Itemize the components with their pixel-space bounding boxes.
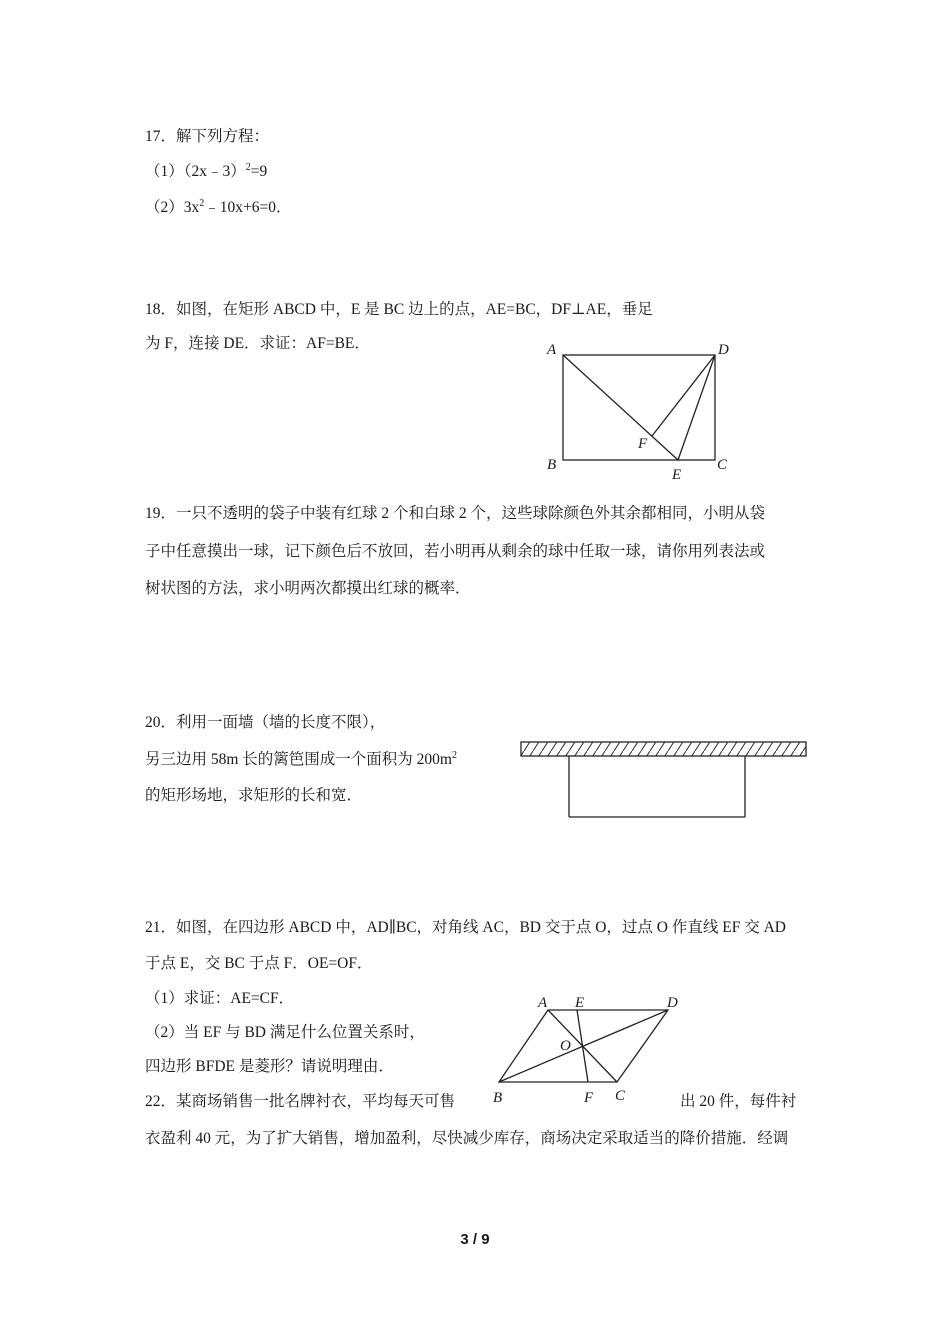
label-e: E: [672, 467, 682, 483]
q21-line1: 21．如图，在四边形 ABCD 中，AD∥BC，对角线 AC，BD 交于点 O，过点 O 作直线 EF 交 AD: [145, 919, 786, 936]
q20-area-exponent: 2: [452, 749, 457, 761]
q17-title: 17．解下列方程：: [145, 128, 270, 145]
wall: [521, 742, 806, 756]
segment-df: [652, 355, 715, 436]
q21-part1: （1）求证：AE=CF．: [145, 990, 295, 1007]
q17-part2: [145, 198, 292, 218]
q17-part2-exponent: 2: [199, 197, 205, 209]
q17-part1: [145, 162, 267, 182]
q17-part1-text: （1）（2x﹣3）: [145, 163, 246, 180]
q19-line3: 树状图的方法，求小明两次都摸出红球的概率．: [145, 580, 471, 597]
q22-line1-left: 22．某商场销售一批名牌衬衣，平均每天可售: [145, 1093, 456, 1110]
label-b: B: [547, 457, 557, 473]
q17-part1-rhs: =9: [250, 163, 268, 180]
label-o: O: [560, 1038, 571, 1054]
label-d: D: [718, 342, 729, 358]
fence: [569, 756, 745, 817]
q17-part2-rest: ﹣10x+6=0．: [204, 199, 292, 216]
q21-line2: 于点 E，交 BC 于点 F．OE=OF．: [145, 955, 373, 972]
q20-line1: 20．利用一面墙（墙的长度不限），: [145, 714, 386, 731]
q21-part3: 四边形 BFDE 是菱形？请说明理由．: [145, 1058, 394, 1075]
q19-line1: 19．一只不透明的袋子中装有红球 2 个和白球 2 个，这些球除颜色外其余都相同，小明从袋: [145, 505, 766, 522]
q18-rectangle-figure: [540, 336, 740, 486]
label-a: A: [547, 342, 557, 358]
q22-line2: 衣盈利 40 元，为了扩大销售，增加盈利，尽快减少库存，商场决定采取适当的降价措施．经调: [145, 1130, 789, 1147]
label-f: F: [584, 1090, 594, 1106]
q20-wall-figure: [515, 737, 815, 822]
q17-part1-exponent: 2: [245, 161, 251, 173]
label-b: B: [493, 1090, 503, 1106]
segment-ef: [577, 1010, 588, 1082]
q21-part2: （2）当 EF 与 BD 满足什么位置关系时，: [145, 1024, 425, 1041]
q18-line2: 为 F，连接 DE．求证：AF=BE．: [145, 335, 370, 352]
segment-ae: [563, 355, 678, 460]
label-a: A: [538, 995, 548, 1011]
q22-line1-right: 出 20 件，每件衬: [680, 1093, 797, 1110]
q19-line2: 子中任意摸出一球，记下颜色后不放回，若小明再从剩余的球中任取一球，请你用列表法或: [145, 543, 766, 560]
label-e: E: [575, 995, 585, 1011]
label-f: F: [638, 436, 648, 452]
page-number: 3 / 9: [460, 1231, 490, 1248]
q21-parallelogram-figure: [485, 988, 690, 1110]
q20-line2: [145, 750, 457, 770]
label-c: C: [615, 1088, 626, 1104]
segment-de: [678, 355, 715, 460]
label-d: D: [667, 995, 678, 1011]
q17-part2-text: （2）3x: [145, 199, 200, 216]
q20-line3: 的矩形场地，求矩形的长和宽．: [145, 787, 363, 804]
q20-line2-text: 另三边用 58m 长的篱笆围成一个面积为 200m: [145, 751, 452, 768]
q18-line1: 18．如图，在矩形 ABCD 中，E 是 BC 边上的点，AE=BC，DF⊥AE，垂足: [145, 301, 653, 318]
label-c: C: [717, 457, 728, 473]
